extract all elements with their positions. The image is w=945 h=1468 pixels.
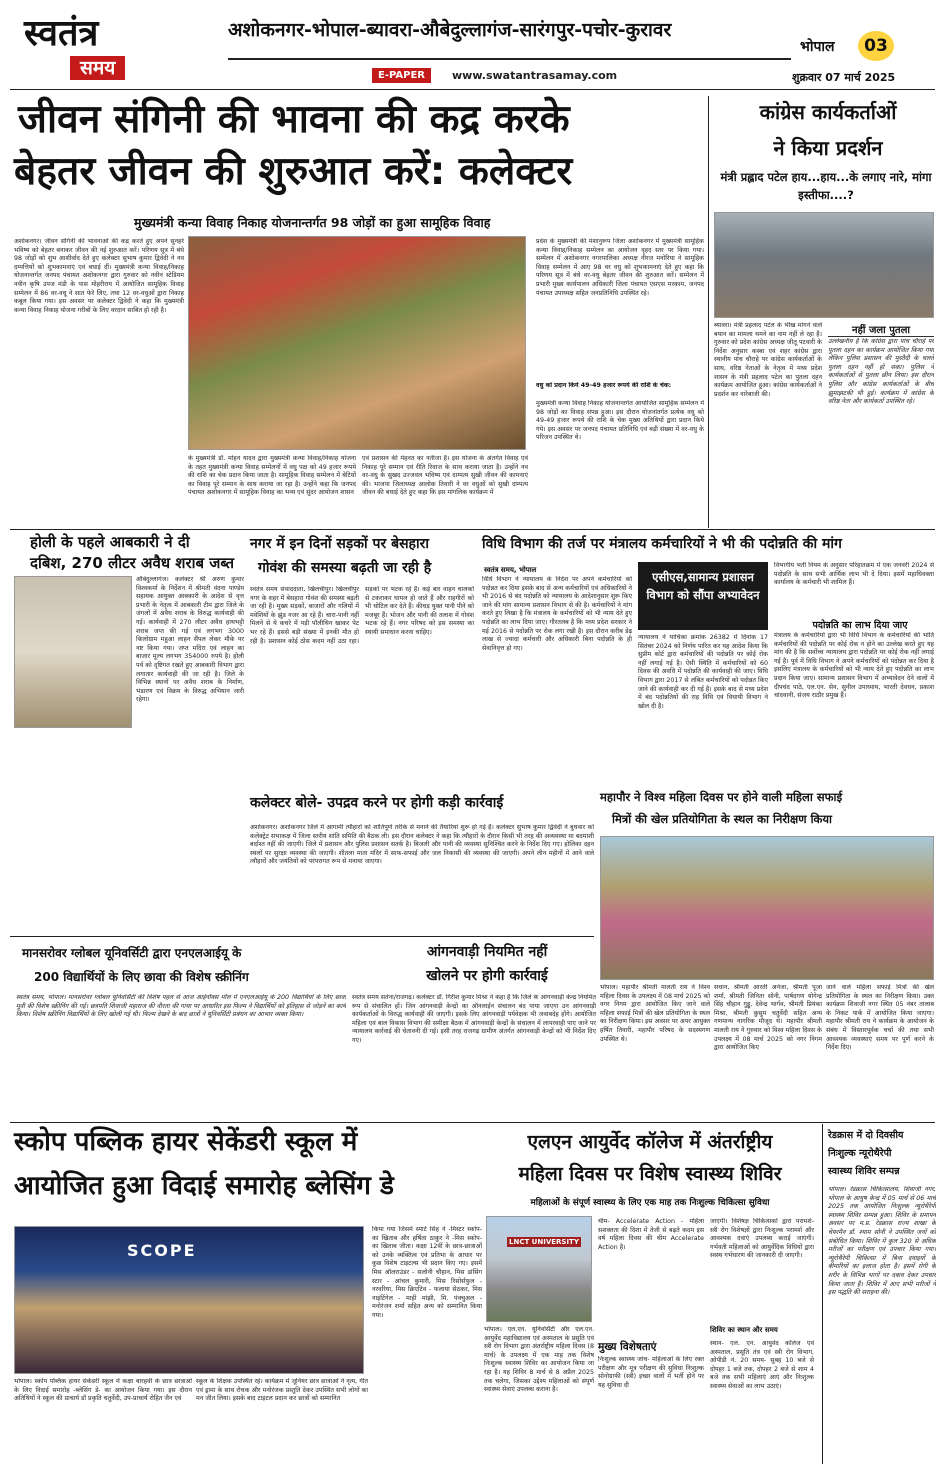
scope-col-3: किया गया जिसमें स्मार्ट सिंह ने -मिस्टर स्कोप- का खिताब और हर्षिता ठाकुर ने -मिस स्कोप- का खिताब जीता। कक्षा 12वीं के छात्र-छात्राओं को उनके व्यक्तित्व एवं प्रतिभा के आधार पर कुछ विशेष टाइटल्स भी प्रदान किए गए। इसमें मिस ऑलराउंडर - सलोनी चौहान, मिस डांसिंग स्टार - आंचल कुमारी, मिस रिसोर्सफुल - नरवरिया, मिस क्रिएटिव - फलाया सेठकर, मिस नाइटिंगेल - माही मांझी, मि. पंक्चुअल - मनोरंजन शर्मा सहित अन्य को सम्मानित किया गया।	[372, 1226, 482, 1319]
lead-col-2: के मुख्यमंत्री डॉ. मोहन यादव द्वारा मुख्यमंत्री कन्या विवाह/निकाह योजना के तहत मुख्यमंत्री कन्या विवाह सम्मेलनों में वधु पक्ष को 49 हजार रूपये की राशि का चेक प्रदान किया जाता है। सामूहिक विवाह सम्मेलन में बेटियों का विवाह पूरे सम्मान के साथ कराया जा रहा है। उन्होंने कहा कि जनपद पंचायत अशोकनगर में सामूहिक विवाह का भव्य एवं सुंदर आयोजन शासन	[188, 455, 356, 497]
mayor-headline-1: महापौर ने विश्व महिला दिवस पर होने वाली महिला सफाई	[600, 790, 843, 804]
mansarovar-headline-2: 200 विद्यार्थियों के लिए छावा की विशेष स्क्रीनिंग	[34, 970, 249, 984]
ayurveda-col-2b: निःशुल्क स्वास्थ्य जांच- महिलाओं के लिए रक्त परीक्षण और मूत्र परीक्षण की सुविधा निःशुल्क सोनोग्राफी (स्त्री) इच्छा वालों में भर्ती होने पर यह सुविधा दी	[598, 1356, 704, 1389]
holi-body: औबेदुल्लागंज। कलेक्टर श्री अरुण कुमार विश्वकर्मा के निर्देशन में श्रीमती वंदना पाण्डेय सहायक आयुक्त आबकारी के आदेश से वृत्त प्रभारी के नेतृत्व में आबकारी टीम द्वारा जिले के जंगलों में अवैध शराब के विरुद्ध कार्यवाही की गई। कार्यवाही में 270 लीटर अवैध हाथभट्टी शराब जप्त की गई एवं लगभग 3000 किलोग्राम महुआ लाहन सैंपल लेकर मौके पर नष्ट किया गया। जप्त मदिरा एवं लाहन का बाजार मूल्य लगभग 354000 रुपये है। होली पर्व को दृष्टिगत रखते हुए आबकारी विभाग द्वारा लगातार कार्यवाही की जा रही है। जिले के विभिन्न स्थानों पर अवैध शराब के निर्माण, भंडारण एवं विक्रय के विरुद्ध अभियान जारी रहेगा।	[136, 576, 244, 704]
collector-body: अशोकनगर। अशोकनगर जिले में आगामी त्यौहारों को शांतिपूर्ण तरीके से मनाने की तैयारियां शुरू हो गई हैं। कलेक्टर सुभाष कुमार द्विवेदी ने बुधवार को कलेक्ट्रेट सभाकक्ष में जिला स्तरीय शांति समिति की बैठक ली। इस दौरान कलेक्टर ने कहा कि त्यौहारों के दौरान किसी भी तरह की अव्यवस्था या बदमाशी बर्दाश्त नहीं की जाएगी। जिले में प्रशासन और पुलिस प्रशासन सतर्क है। बिजली और पानी की व्यवस्था सुनिश्चित करने के निर्देश दिए गए। होलिका दहन स्थलों पर सुरक्षा व्यवस्था की जाएगी। शीतला माता मंदिर में साफ-सफाई और जल निकासी की व्यवस्था की जाएगी। अपने लीन महीनों में आने वाले त्यौहारों और जयंतियों को परंपरागत रूप से मनाया जाएगा।	[250, 824, 594, 866]
congress-box-body: उल्लेखनीय है कि कांग्रेस द्वारा पांच चौराहे पर पुतला दहन का कार्यक्रम आयोजित किया गया लेकिन पुलिस प्रशासन की मुस्तैदी के चलते पुतला दहन नहीं हो सका। पुलिस ने कार्यकर्ताओं से पुतला छीन लिया। इस दौरान पुलिस और कांग्रेस कार्यकर्ताओं के बीच झूमाझटकी भी हुई। कार्यक्रम में कांग्रेस के वरिष्ठ नेता और कार्यकर्ता उपस्थित रहे।	[828, 338, 934, 406]
holi-headline-2: दबिश, 270 लीटर अवैध शराब जब्त	[30, 554, 235, 572]
mayor-col-2: सचान, श्रीमती आरती अनेजा, श्रीमती पूजा शर्मा, श्रीमती जिनिता सोनी, पार्षदगण योगेन्द्र सिंह चौहान गुड्डू, देवेन्द्र भार्गव, श्रीमती प्रियंका मिश्रा, श्रीमती कुसुम चतुर्वेदी सहित अन्य गणमान्य नागरिक मौजूद थे। महापौर श्रीमती मालती राय ने गुरुवार को विश्व महिला दिवस के उपलक्ष्य में 08 मार्च 2025 को नगर निगम द्वारा आयोजित किए	[714, 984, 822, 1052]
masthead-cities: अशोकनगर-भोपाल-ब्यावरा-औबेदुल्लागंज-सारंगपुर-पचोर-कुरावर	[228, 19, 672, 41]
ayurveda-col-3b: स्थान- एल. एन. आयुर्वेद कॉलेज एवं अस्पताल, प्रसूति तंत्र एवं स्त्री रोग विभाग, ओपीडी नं. 20 समय- सुबह 10 बजे से दोपहर 1 बजे तक, दोपहर 2 बजे से शाम 4 बजे तक सभी महिलाएं आएं और निःशुल्क स्वास्थ्य सेवाओं का लाभ उठाएं।	[710, 1340, 814, 1390]
redcross-headline-1: रेडक्रास में दो दिवसीय	[828, 1130, 904, 1141]
lead-col-4-subhead: वधु को प्रदान किये 49-49 हजार रूपये की राशि के चेक:	[536, 382, 672, 389]
holi-headline-1: होली के पहले आबकारी ने दी	[30, 533, 190, 551]
redcross-headline-2: निःशुल्क न्यूरोथैरेपी	[828, 1148, 892, 1159]
mayor-col-3: जाने वाले महिला सफाई मित्रों की खेल प्रतियोगिता के स्थल का निरीक्षण किया। उक्त कार्यक्रम शिवाजी नगर स्थित 05 नंबर तालाब के निकट पार्क में आयोजित किया जाएगा। महापौर श्रीमती राय ने कार्यक्रम के आयोजन के संबंध में विस्तारपूर्वक चर्चा की तथा सभी आवश्यक व्यवस्थाएं समय पर पूर्ण करने के निर्देश दिए।	[826, 984, 934, 1052]
lead-col-1: अशोकनगर। जीवन संगिनी की भावनाओं की कद्र करते हुए अपने सुनहरे भविष्य को बेहतर बनाकर जीवन की नई शुरुआत करें। परिणय सूत्र में बंधे 98 जोड़ों को शुभ आशीर्वाद देते हुए कलेक्टर सुभाष कुमार द्विवेदी ने नव दम्पत्तियों को शुभकामनाएं एवं बधाई दीं। मुख्यमंत्री कन्या विवाह/निकाह योजनान्तर्गत जनपद पंचायत अशोकनगर द्वारा गुरुवार को नवीन स्टेडियम नवीन कृषि उपज मंडी के पास मोहरीराय में आयोजित सामूहिक विवाह सम्मेलन में 86 वर-वधू ने सात फेरे लिए, तथा 12 वर-वधुओं द्वारा निकाह कबूल किया गया। इस अवसर पर कलेक्टर द्विवेदी ने कहा कि मुख्यमंत्री कन्या विवाह निकाह योजना गरीबों के लिए वरदान साबित हो रही है।	[14, 238, 184, 314]
ministry-subhead: पदोन्नति का लाभ दिया जाए	[812, 620, 908, 631]
ministry-col-3: विभागीय भर्ती नियम के अनुसार परिहातक्रम में एक जनवरी 2024 से पदोन्नति के साथ सभी आर्थिक लाभ भी दे दिया। इसमें महाधिवक्ता कार्यालय के कर्मचारी भी शामिल हैं।	[774, 562, 934, 587]
scope-headline-1: स्कोप पब्लिक हायर सेकेंडरी स्कूल में	[14, 1127, 358, 1157]
scope-headline-2: आयोजित हुआ विदाई समारोह ब्लेसिंग डे	[14, 1171, 394, 1201]
mayor-col-1: भोपाल। महापौर श्रीमती मालती राय ने विश्व महिला दिवस के उपलक्ष्य में 08 मार्च 2025 को नगर निगम द्वारा आयोजित किए जाने वाले महिला सफाई मित्रों की खेल प्रतियोगिता के स्थल का निरीक्षण किया। इस अवसर पर अपर आयुक्त हर्षित तिवारी, महापौर परिषद के सदस्यगण उपस्थित थे।	[600, 984, 710, 1043]
congress-body: ब्यावरा। मंत्री प्रहलाद पटेल के भीख मांगने वाले बयान का मामला थमने का नाम नहीं ले रहा है। गुरुवार को प्रदेश कांग्रेस अध्यक्ष जीतू पटवारी के निर्देश अनुसार कस्बा एवं शहर कांग्रेस द्वारा स्थानीय पांच चौराहे पर कांग्रेस कार्यकर्ताओं के साथ, वरिष्ठ नेताओं के नेतृत्व में मध्य प्रदेश शासन के मंत्री प्रहलाद पटेल का पुतला दहन कार्यक्रम आयोजित हुआ। कांग्रेस कार्यकर्ताओं ने प्रदर्शन कर नारेबाजी की।	[714, 322, 822, 398]
congress-subhead: मंत्री प्रह्लाद पटेल हाय...हाय...के लगाए नारे, मांगा इस्तीफा....?	[720, 170, 932, 202]
ayurveda-col-1: भोपाल। एल.एन. यूनिवर्सिटी और एल.एन. आयुर्वेद महाविद्यालय एवं अस्पताल के प्रसूति एवं स्त्री रोग विभाग द्वारा अंतर्राष्ट्रीय महिला दिवस (8 मार्च) के उपलक्ष्य में एक माह तक विशेष निःशुल्क स्वास्थ्य शिविर का आयोजन किया जा रहा है। यह शिविर 8 मार्च से 8 अप्रैल 2025 तक चलेगा, जिसका उद्देश्य महिलाओं को संपूर्ण स्वास्थ्य सेवाएं उपलब्ध कराना है।	[484, 1326, 594, 1394]
epaper-tag: E-PAPER	[372, 68, 431, 83]
ayurveda-col-3: जाएगी। विशेषज्ञ चिकित्सकों द्वारा परामर्श- स्त्री रोग विशेषज्ञों द्वारा निःशुल्क परामर्श और आवश्यक दवाएं उपलब्ध कराई जाएंगी। गर्भवती महिलाओं को आयुर्वेदिक विधियों द्वारा स्वस्थ गर्भधारण की जानकारी दी जाएगी।	[710, 1218, 814, 1260]
mayor-photo	[600, 836, 934, 980]
edition-city: भोपाल	[800, 39, 835, 55]
ministry-col-1: विधि विभाग ने न्यायालय के निर्देश पर अपने कर्मचारियों को पदोन्नत कर दिया इसके बाद से अन्य कर्मचारियों एवं अधिकारियों ने भी 2016 से बंद पदोन्नति को न्यायालय के आदेशानुसार शुरू किए जाने की मांग सामान्य प्रशासन विभाग से की है। कर्मचारियों ने मांग करते हुए लिखा है कि मंत्रालय के कर्मचारियों को भी न्याय देते हुए पदोन्नति का लाभ दिया जाए। गौरतलब है कि मध्य प्रदेश सरकार ने मई 2016 से पदोन्नति पर रोक लगा रखी है। इस दौरान करीब डेढ़ लाख से ज्यादा कर्मचारी और अधिकारी बिना पदोन्नति के ही सेवानिवृत्त हो गए।	[482, 576, 632, 652]
ayurveda-subhead-features: मुख्य विशेषताएं	[598, 1341, 657, 1353]
ministry-dateline: स्वतंत्र समय, भोपाल	[484, 566, 537, 574]
edition-date: शुक्रवार 07 मार्च 2025	[792, 71, 896, 84]
lead-headline-1: जीवन संगिनी की भावना की कद्र करके	[18, 97, 570, 142]
mansarovar-body: स्वतंत्र समय, भोपाल। मानसरोवर ग्लोबल यूनिवर्सिटी की विशेष पहल से आज आईनॉक्स मॉल में एनएलआईयू के 200 विद्यार्थियों के लिए छावा मूवी की विशेष स्क्रीनिंग की गई। छत्रपति शिवाजी महाराज की वीरता की गाथा पर आधारित इस फिल्म ने विद्यार्थियों को इतिहास से जोड़ने का कार्य किया। विशेष स्क्रीनिंग विद्यार्थियों के लिए खोली गई थी। फिल्म देखने के बाद छात्रों ने यूनिवर्सिटी प्रबंधन का आभार व्यक्त किया।	[16, 994, 346, 1019]
masthead	[0, 0, 945, 92]
congress-box-title: नहीं जला पुतला	[828, 322, 934, 337]
ministry-col-3b: मंत्रालय के कर्मचारियों द्वारा भी विधि विभाग के कर्मचारियों की भांति कर्मचारियों की पदोन्नति पर कोई रोक न होने का उल्लेख करते हुए यह मांग की है कि सर्वोच्च न्यायालय द्वारा पदोन्नति पर कोई रोक नहीं लगाई गई है। पूर्व में विधि विभाग ने अपने कर्मचारियों को पदोन्नत कर दिया है इसलिए मंत्रालय के कर्मचारियों को भी न्याय देते हुए पदोन्नति का लाभ प्रदान किया जाए। सामान्य प्रशासन विभाग में अभ्यावेदन देने वालों में दीपचंद पाठे, एल.एन. सेन, सुनील उपाध्याय, भारती देवधन, प्रकाश चांदवानी, संजय राठौर प्रमुख हैं।	[774, 632, 934, 700]
ministry-headline: विधि विभाग की तर्ज पर मंत्रालय कर्मचारियों ने भी की पदोन्नति की मांग	[482, 536, 842, 552]
lead-subhead: मुख्यमंत्री कन्या विवाह निकाह योजनान्तर्गत 98 जोड़ों का हुआ सामूहिक विवाह	[134, 215, 491, 230]
ayurveda-subhead: महिलाओं के संपूर्ण स्वास्थ्य के लिए एक माह तक निःशुल्क चिकित्सा सुविधा	[530, 1198, 770, 1208]
cattle-headline-2: गोवंश की समस्या बढ़ती जा रही है	[258, 560, 432, 576]
website-link[interactable]: www.swatantrasamay.com	[452, 69, 618, 82]
vertical-rule-right	[708, 96, 709, 528]
scope-banner-text: SCOPE	[127, 1241, 197, 1260]
mansarovar-headline-1: मानसरोवर ग्लोबल यूनिवर्सिटी द्वारा एनएलआईयू के	[22, 946, 242, 960]
logo-top: स्वतंत्र	[24, 13, 99, 54]
scope-col-1: भोपाल। स्कोप पब्लिक हायर सेकेंडरी स्कूल में कक्षा बारहवीं के छात्र छात्राओं के लिए विदाई समारोह -ब्लेसिंग डे- का आयोजन किया गया। इस दौरान अतिथियों ने स्कूल की प्राचार्य डॉ प्रकृति चतुर्वेदी, उप-प्राचार्य रोहित जैन एवं	[14, 1378, 192, 1403]
scope-photo	[14, 1226, 364, 1374]
lead-photo	[188, 236, 526, 450]
page-number: 03	[858, 31, 894, 61]
anganwadi-headline-2: खोलने पर होगी कार्रवाई	[426, 968, 548, 984]
congress-photo	[714, 212, 934, 318]
ministry-col-2: न्यायालय ने याचिका क्रमांक 26382 में दिनांक 17 सितंबर 2024 को निर्णय पारित कर यह आदेश किया कि सुप्रीम कोर्ट द्वारा कर्मचारियों की पदोन्नति पर कोई रोक नहीं लगाई गई है। ऐसी स्थिति में कर्मचारियों को 60 दिवस की अवधि में पदोन्नति की कार्यवाही की जाए। विधि विभाग द्वारा 2017 से लंबित कर्मचारियों को पदोन्नत किए जाने की कार्यवाही कर दी गई है। इसके बाद से मध्य प्रदेश में बंद पदोन्नतियों की राह विधि एवं विधायी विभाग ने खोल दी है।	[638, 634, 768, 710]
ayurveda-col-2: थीम- Accelerate Action - महिला सशक्तता की दिशा में तेजी से बढ़ते कदम इस वर्ष महिला दिवस की थीम Accelerate Action है।	[598, 1218, 704, 1251]
holi-photo	[14, 576, 132, 728]
lead-headline-2: बेहतर जीवन की शुरुआत करें: कलेक्टर	[14, 149, 573, 194]
scope-col-2: स्कूल के शिक्षक उपस्थित रहे। कार्यक्रम में जूनियर छात्र छात्राओं ने नृत्य, गीत एवं ड्रामा के साथ रोचक और मनोरंजक प्रस्तुति देकर उपस्थित सभी लोगों का मन जीत लिया। इसके बाद टाइटल प्रदान कर छात्रों को सम्मानित	[196, 1378, 368, 1403]
ayurveda-headline-2: महिला दिवस पर विशेष स्वास्थ्य शिविर	[518, 1163, 782, 1185]
collector-headline: कलेक्टर बोले- उपद्रव करने पर होगी कड़ी कार्रवाई	[250, 795, 504, 811]
redcross-headline-3: स्वास्थ्य शिविर सम्पन्न	[828, 1166, 900, 1177]
anganwadi-body: स्वतंत्र समय सतेना/राजगढ़। कलेक्टर डॉ. गिरीश कुमार मिश्रा ने कहा है कि जिले के आंगनवाड़ी केन्द्र नियमित रूप से संचालित हों। जिन आंगनवाड़ी केन्द्रों का ऑनलाईन संचालन बंद पाया जाएगा उन आंगनवाड़ी कार्यकर्ताओं के विरुद्ध कार्यवाही की जाएगी। इसके लिए आंगनवाड़ी पर्यवेक्षक भी जवाबदेह होंगे। आयोजित महिला एवं बाल विकास विभाग की समीक्षा बैठक में आंगनवाड़ी केन्द्रों के संचालन में लापरवाही पाए जाने पर न्यायालय कार्रवाई की चेतावनी दी गई। इसी तरह राजगढ़ ग्रामीण अंतर्गत आंगनवाड़ी केन्द्रों को भी निर्देश दिए गए।	[352, 994, 596, 1044]
masthead-bottom-rule	[10, 89, 935, 90]
cattle-headline-1: नगर में इन दिनों सड़कों पर बेसहारा	[250, 536, 429, 552]
cattle-body: स्वतंत्र समय संवाददाता, खिलचीपुर। खिलचीपुर नगर के शहर में बेसहारा गोवंश की समस्या बढ़ती जा रही है। मुख्य सड़कों, बाजारों और गलियों में मवेशियों के झुंड नजर आ रहे हैं। चारा-पानी नहीं मिलने से ये कचरे में पड़ी पॉलीथिन खाकर पेट भर रहे हैं। इससे बड़ी संख्या में इनकी मौत हो रही है। प्रशासन कोई ठोस कदम नहीं उठा रहा। सड़कों पर भटक रहे हैं। कई बार वाहन चालकों से टकराकर घायल हो जाते हैं और राहगीरों को भी चोटिल कर देते हैं। कीचड़ युक्त पानी पीने को मजबूर हैं। भोजन और पानी की तलाश में गोवंश भटक रहे हैं। नगर परिषद को इस समस्या का स्थायी समाधान करना चाहिए।	[250, 586, 474, 645]
redcross-body: भोपाल। रेडक्रास चिकित्सालय, शिवाजी नगर, भोपाल के आयुष केन्द्र में 05 मार्च से 06 मार्च 2025 तक आयोजित निःशुल्क न्यूरोथैरेपी स्वास्थ्य शिविर सम्पन्न हुआ। शिविर के समापन अवसर पर म.प्र. रेडक्रास राज्य शाखा के चेयरमैन डॉ. श्याम सोनी ने उपस्थित जनों को संबोधित किया। शिविर में कुल 320 से अधिक मरीजों का परीक्षण एवं उपचार किया गया। न्यूरोथैरेपी चिकित्सा में बिना दवाइयों के बीमारियों का इलाज होता है। इसमें रोगी के शरीर के विभिन्न भागों पर दबाव देकर उपचार किया जाता है। शिविर में आए सभी मरीजों ने इस पद्धति की सराहना की।	[828, 1186, 936, 1297]
congress-headline-2: ने किया प्रदर्शन	[773, 136, 883, 160]
congress-headline-1: कांग्रेस कार्यकर्ताओं	[759, 100, 897, 124]
ayurveda-subhead-venue: शिविर का स्थान और समय	[710, 1326, 778, 1334]
section-rule-3	[10, 1122, 935, 1123]
logo	[24, 14, 150, 86]
ayurveda-building-sign: LNCT UNIVERSITY	[509, 1238, 579, 1246]
section-rule-1	[10, 529, 935, 530]
lead-col-4: प्रदेश के मुख्यमंत्री की मंशानुरूप जिला अशोकनगर में मुख्यमंत्री सामूहिक कन्या विवाह/निकाह सम्मेलन का आयोजन वृहद स्तर पर किया गया। सम्मेलन में अशोकनगर नगरपालिका अध्यक्ष नीरज मनोरिया ने सामूहिक विवाह सम्मेलन में आए 98 वर वधु को शुभकामनाएं देते हुए कहा कि परिणय सूत्र में बंधे वर-वधु बेहतर जीवन की शुरुआत करें। सम्मेलन में प्रभारी मुख्य कार्यपालन अधिकारी जिला पंचायत एसएस मरकाम, जनपद पंचायत उपाध्यक्ष सहित जनप्रतिनिधि उपस्थित रहे।	[536, 238, 704, 297]
ayurveda-photo	[486, 1216, 592, 1322]
anganwadi-headline-1: आंगनवाड़ी नियमित नहीं	[426, 944, 548, 960]
logo-bottom: समय	[70, 56, 125, 80]
section-rule-2	[10, 936, 594, 937]
lead-col-3: एवं प्रशासन की मेहनत का नतीजा है। इस योजना के अंतर्गत विवाह एवं निकाह पूरे सम्मान एवं रीति रिवाज के साथ कराया जाता है। उन्होंने नव वर-वधु के सुखद उज्जवल भविष्य एवं दाम्पत्य सुखी जीवन की कामनाएं की। भाजपा जिलाध्यक्ष आलोक तिवारी ने वर वधुओं को सुखी दाम्पत्य जीवन की बधाई देते हुए कहा कि इस मांगलिक कार्यक्रम में	[362, 455, 528, 497]
mayor-headline-2: मित्रों की खेल प्रतियोगिता के स्थल का निरीक्षण किया	[612, 812, 833, 826]
masthead-rule	[228, 58, 791, 60]
vertical-rule-redcross	[822, 1124, 823, 1464]
ayurveda-headline-1: एलएन आयुर्वेद कॉलेज में अंतर्राष्ट्रीय	[527, 1131, 773, 1153]
ministry-box: एसीएस,सामान्य प्रशासन विभाग को सौंपा अभ्यावेदन	[638, 562, 768, 630]
lead-col-4b: मुख्यमंत्री कन्या विवाह निकाह योजनान्तर्गत आयोजित सामूहिक सम्मेलन में 98 जोड़ों का विवाह संपन्न हुआ। इस दौरान योजनांतर्गत प्रत्येक वधु को 49-49 हजार रूपये की राशि के चेक मुख्य अतिथियों द्वारा प्रदान किये गये। इस अवसर पर जनपद पंचायत प्रतिनिधि एवं बड़ी संख्या में वर-वधु के परिजन उपस्थित थे।	[536, 400, 704, 442]
